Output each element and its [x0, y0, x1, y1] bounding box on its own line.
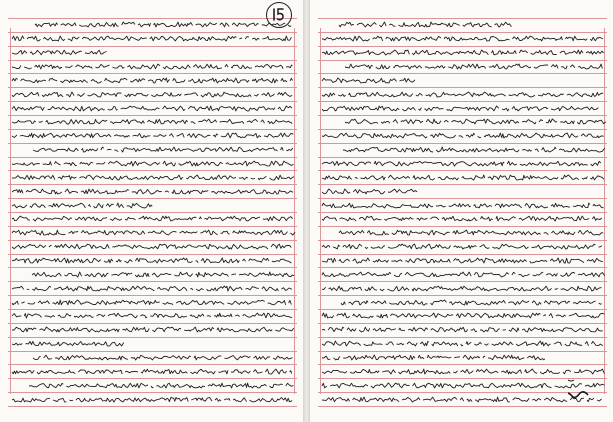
ruled-line: [318, 184, 607, 185]
handwritten-line: [322, 132, 601, 139]
margin-line: [294, 28, 295, 394]
handwritten-line: [341, 299, 601, 306]
ink-stroke: [322, 105, 601, 112]
ruled-line: [318, 309, 607, 310]
handwritten-line: [322, 368, 601, 375]
ruled-line: [8, 32, 297, 33]
ink-stroke: [35, 21, 291, 28]
ruled-line: [8, 323, 297, 324]
ink-stroke: [322, 368, 601, 375]
handwritten-line: [12, 229, 291, 236]
ruled-line: [318, 392, 607, 393]
page-number-circle: [266, 2, 292, 28]
ruled-line: [8, 101, 297, 102]
ink-stroke: [322, 382, 601, 389]
ruled-line: [318, 281, 607, 282]
ruled-line: [318, 364, 607, 365]
ink-stroke: [12, 188, 291, 195]
ink-stroke: [12, 49, 105, 56]
ink-stroke: [12, 202, 152, 209]
ink-stroke: [322, 354, 544, 361]
handwritten-line: [322, 312, 601, 319]
margin-line: [320, 28, 321, 394]
ruled-line: [318, 240, 607, 241]
ink-stroke: [12, 257, 291, 264]
handwritten-line: [12, 257, 291, 264]
signature: [568, 374, 613, 410]
handwritten-line: [12, 105, 291, 112]
handwritten-line: [322, 396, 601, 403]
handwritten-line: [12, 35, 291, 42]
ink-stroke: [33, 354, 291, 361]
ruled-line: [318, 32, 607, 33]
ink-stroke: [322, 77, 411, 84]
ink-stroke: [12, 229, 291, 236]
handwritten-line: [12, 312, 291, 319]
ink-stroke: [12, 63, 291, 70]
ruled-line: [8, 378, 297, 379]
ink-stroke: [12, 368, 291, 375]
handwritten-line: [12, 49, 105, 56]
ruled-line: [318, 129, 607, 130]
handwritten-line: [322, 91, 601, 98]
handwritten-line: [322, 326, 601, 333]
handwritten-line: [322, 257, 601, 264]
ink-stroke: [322, 174, 601, 181]
handwritten-line: [345, 118, 602, 125]
ruled-line: [8, 170, 297, 171]
handwritten-line: [12, 326, 291, 333]
handwritten-line: [12, 160, 291, 167]
handwritten-line: [339, 21, 510, 28]
handwritten-line: [322, 160, 601, 167]
ruled-line: [318, 115, 607, 116]
ruled-line: [318, 254, 607, 255]
ink-stroke: [12, 160, 291, 167]
ink-stroke: [12, 105, 291, 112]
ruled-line: [8, 87, 297, 88]
ink-stroke: [339, 229, 601, 236]
handwritten-line: [12, 299, 291, 306]
ruled-line: [8, 73, 297, 74]
ink-stroke: [12, 215, 291, 222]
ruled-line: [318, 226, 607, 227]
ruled-line: [318, 18, 607, 19]
handwritten-line: [12, 118, 291, 125]
handwritten-line: [32, 271, 292, 278]
ink-stroke: [322, 243, 601, 250]
handwritten-line: [12, 202, 152, 209]
ruled-line: [8, 309, 297, 310]
ruled-line: [318, 378, 607, 379]
ruled-line: [8, 60, 297, 61]
ruled-line: [318, 101, 607, 102]
handwritten-line: [29, 382, 291, 389]
ink-stroke: [12, 132, 291, 139]
handwritten-line: [33, 354, 291, 361]
handwritten-line: [12, 91, 291, 98]
handwritten-line: [322, 105, 601, 112]
handwritten-line: [343, 146, 601, 153]
handwritten-line: [322, 215, 601, 222]
ink-stroke: [12, 326, 291, 333]
handwritten-line: [322, 174, 601, 181]
ruled-line: [8, 212, 297, 213]
ink-stroke: [12, 243, 291, 250]
page-number-handwriting: [267, 3, 290, 26]
ink-stroke: [32, 271, 292, 278]
ruled-line: [318, 212, 607, 213]
ink-stroke: [12, 285, 291, 292]
handwritten-line: [12, 243, 291, 250]
handwritten-line: [12, 396, 291, 403]
ink-stroke: [322, 257, 601, 264]
ruled-line: [8, 198, 297, 199]
ink-stroke: [12, 312, 291, 319]
ruled-line: [318, 46, 607, 47]
ruled-line: [8, 281, 297, 282]
handwritten-line: [322, 77, 411, 84]
ink-stroke: [322, 160, 601, 167]
handwritten-line: [322, 243, 601, 250]
ink-stroke: [12, 299, 291, 306]
ruled-line: [318, 267, 607, 268]
handwritten-line: [339, 229, 601, 236]
ruled-line: [318, 73, 607, 74]
ruled-line: [318, 198, 607, 199]
ruled-line: [8, 226, 297, 227]
ink-stroke: [322, 188, 416, 195]
ruled-line: [8, 254, 297, 255]
ink-stroke: [29, 382, 291, 389]
ruled-line: [8, 46, 297, 47]
ruled-line: [8, 18, 297, 19]
margin-line: [10, 28, 11, 394]
handwritten-line: [12, 215, 291, 222]
ink-stroke: [12, 118, 291, 125]
ruled-line: [318, 170, 607, 171]
handwritten-line: [12, 368, 291, 375]
ink-stroke: [12, 174, 291, 181]
ink-stroke: [12, 340, 122, 347]
ruled-line: [318, 351, 607, 352]
ink-stroke: [12, 91, 291, 98]
ruled-line: [318, 60, 607, 61]
ink-stroke: [339, 21, 510, 28]
ink-stroke: [12, 77, 291, 84]
handwritten-line: [345, 63, 601, 70]
ruled-line: [318, 337, 607, 338]
ink-stroke: [322, 215, 601, 222]
handwritten-line: [12, 285, 291, 292]
ruled-line: [318, 143, 607, 144]
handwritten-line: [12, 188, 291, 195]
handwritten-line: [322, 271, 601, 278]
handwritten-line: [322, 188, 416, 195]
ruled-line: [8, 295, 297, 296]
handwritten-line: [12, 340, 122, 347]
ink-stroke: [12, 35, 291, 42]
left-page-footer: [8, 408, 297, 420]
page-gutter: [303, 0, 310, 422]
ink-stroke: [322, 271, 601, 278]
handwritten-line: [12, 63, 291, 70]
ink-stroke: [322, 326, 601, 333]
ink-stroke: [322, 49, 601, 56]
handwritten-line: [12, 77, 291, 84]
ink-stroke: [322, 202, 601, 209]
ruled-line: [318, 87, 607, 88]
handwritten-line: [35, 21, 291, 28]
ruled-line: [8, 157, 297, 158]
ruled-line: [8, 337, 297, 338]
ruled-line: [8, 184, 297, 185]
ink-stroke: [343, 146, 601, 153]
ruled-line: [318, 157, 607, 158]
ink-stroke: [345, 63, 601, 70]
ink-stroke: [322, 132, 601, 139]
left-page: [0, 0, 303, 422]
ruled-line: [8, 351, 297, 352]
ruled-line: [8, 129, 297, 130]
right-ruled-area: [318, 18, 607, 406]
ink-stroke: [322, 396, 601, 403]
ink-stroke: [341, 299, 601, 306]
left-ruled-area: [8, 18, 297, 406]
right-page: [310, 0, 613, 422]
right-page-footer: [318, 408, 607, 420]
handwritten-line: [322, 202, 601, 209]
ink-stroke: [322, 340, 601, 347]
ruled-line: [8, 392, 297, 393]
ink-stroke: [322, 285, 601, 292]
ruled-line: [8, 143, 297, 144]
ruled-line: [8, 364, 297, 365]
handwritten-line: [33, 146, 291, 153]
ink-stroke: [345, 118, 602, 125]
handwritten-line: [322, 340, 601, 347]
signature-handwriting: [568, 374, 613, 410]
ruled-line: [8, 240, 297, 241]
ruled-line: [8, 267, 297, 268]
handwritten-line: [322, 354, 544, 361]
ink-stroke: [12, 396, 291, 403]
ruled-line: [318, 295, 607, 296]
ink-stroke: [33, 146, 291, 153]
ink-stroke: [322, 312, 601, 319]
ink-stroke: [322, 35, 601, 42]
handwritten-line: [322, 49, 601, 56]
ruled-line: [318, 406, 607, 407]
ruled-line: [8, 115, 297, 116]
ruled-line: [8, 406, 297, 407]
ruled-line: [318, 323, 607, 324]
handwritten-line: [322, 285, 601, 292]
handwritten-line: [12, 174, 291, 181]
handwritten-line: [322, 35, 601, 42]
handwritten-line: [322, 382, 601, 389]
ink-stroke: [322, 91, 601, 98]
handwritten-line: [12, 132, 291, 139]
margin-line: [604, 28, 605, 394]
